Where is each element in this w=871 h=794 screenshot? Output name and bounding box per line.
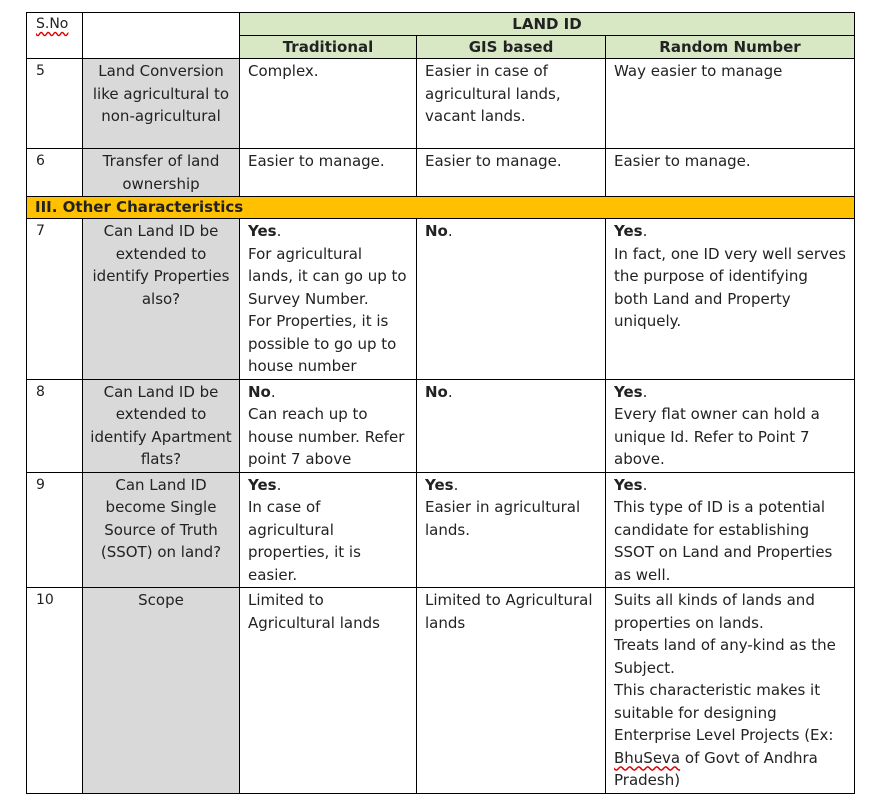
traditional-cell: Limited to Agricultural lands bbox=[240, 588, 417, 794]
criterion-cell: Scope bbox=[83, 588, 240, 794]
random-cell: Suits all kinds of lands and properties on lands. Treats land of any-kind as the Subject. This characteristic makes it suitable for designing Enterprise Level Projects (Ex: BhuSeva of Govt of Andhra Pradesh) bbox=[606, 588, 855, 794]
criterion-cell: Can Land ID become Single Source of Truth (SSOT) on land? bbox=[83, 472, 240, 588]
gis-cell: Easier to manage. bbox=[417, 149, 606, 197]
bhuseva-link-text: BhuSeva bbox=[614, 748, 681, 767]
section-row bbox=[27, 197, 855, 219]
gis-cell: Limited to Agricultural lands bbox=[417, 588, 606, 794]
table-row bbox=[27, 588, 855, 794]
row-number: 8 bbox=[27, 379, 83, 472]
gis-cell: No. bbox=[417, 219, 606, 380]
sno-header: S.No bbox=[27, 13, 83, 59]
table-row bbox=[27, 59, 855, 149]
col-random-header: Random Number bbox=[606, 36, 855, 59]
row-number: 6 bbox=[27, 149, 83, 197]
col-gis-header: GIS based bbox=[417, 36, 606, 59]
row-number: 5 bbox=[27, 59, 83, 149]
criterion-cell: Land Conversion like agricultural to non-agricultural bbox=[83, 59, 240, 149]
criterion-cell: Can Land ID be extended to identify Properties also? bbox=[83, 219, 240, 380]
land-id-comparison-table bbox=[26, 12, 855, 794]
random-cell: Way easier to manage bbox=[606, 59, 855, 149]
traditional-cell: Complex. bbox=[240, 59, 417, 149]
table-row bbox=[27, 472, 855, 588]
row-number: 9 bbox=[27, 472, 83, 588]
criterion-cell: Transfer of land ownership bbox=[83, 149, 240, 197]
gis-cell: Yes. Easier in agricultural lands. bbox=[417, 472, 606, 588]
traditional-cell: No. Can reach up to house number. Refer point 7 above bbox=[240, 379, 417, 472]
gis-cell: No. bbox=[417, 379, 606, 472]
random-cell: Yes. This type of ID is a potential candidate for establishing SSOT on Land and Properties as well. bbox=[606, 472, 855, 588]
traditional-cell: Easier to manage. bbox=[240, 149, 417, 197]
gis-cell: Easier in case of agricultural lands, vacant lands. bbox=[417, 59, 606, 149]
random-cell: Easier to manage. bbox=[606, 149, 855, 197]
row-number: 10 bbox=[27, 588, 83, 794]
row-number: 7 bbox=[27, 219, 83, 380]
random-cell: Yes. Every flat owner can hold a unique Id. Refer to Point 7 above. bbox=[606, 379, 855, 472]
traditional-cell: Yes. For agricultural lands, it can go up to Survey Number. For Properties, it is possible to go up to house number bbox=[240, 219, 417, 380]
criterion-cell: Can Land ID be extended to identify Apartment flats? bbox=[83, 379, 240, 472]
col-traditional-header: Traditional bbox=[240, 36, 417, 59]
criterion-header bbox=[83, 13, 240, 59]
header-row-1 bbox=[27, 13, 855, 36]
section-heading: III. Other Characteristics bbox=[27, 197, 855, 219]
table-row bbox=[27, 219, 855, 380]
land-id-group-header: LAND ID bbox=[240, 13, 855, 36]
traditional-cell: Yes. In case of agricultural properties, it is easier. bbox=[240, 472, 417, 588]
table-row bbox=[27, 149, 855, 197]
table-row bbox=[27, 379, 855, 472]
random-cell: Yes. In fact, one ID very well serves the purpose of identifying both Land and Property uniquely. bbox=[606, 219, 855, 380]
